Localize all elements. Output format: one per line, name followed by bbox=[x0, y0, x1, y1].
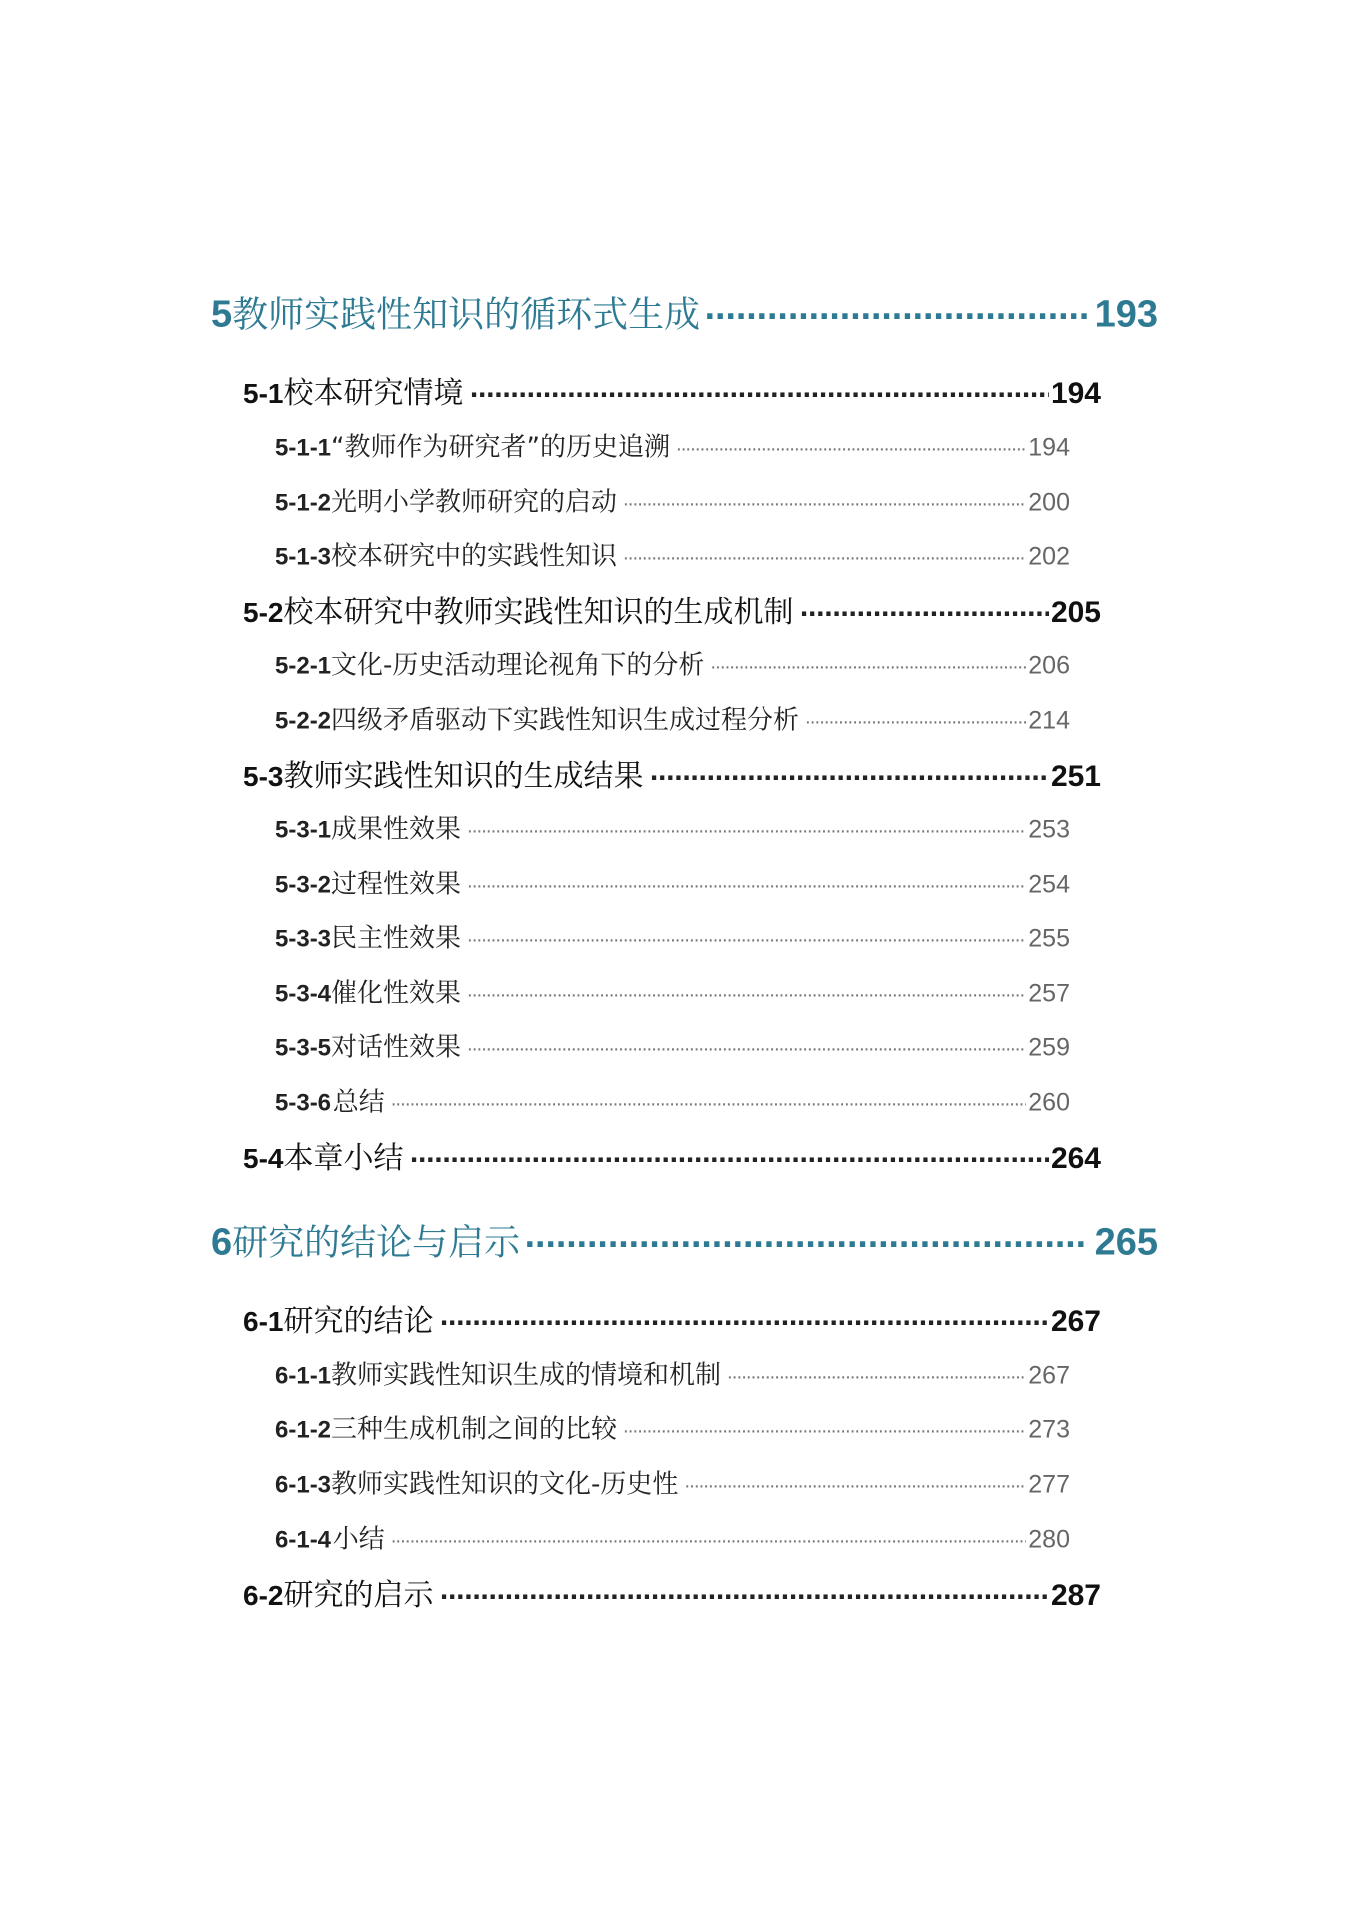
page-number: 267 bbox=[1028, 1361, 1070, 1390]
page-number: 194 bbox=[1050, 377, 1101, 410]
dot-leader bbox=[524, 1228, 1086, 1263]
page-number: 251 bbox=[1050, 760, 1101, 793]
subsection-number: 5-2-1 bbox=[275, 652, 332, 680]
subsection-number: 5-1-1 bbox=[275, 434, 332, 462]
dot-leader bbox=[467, 1040, 1026, 1061]
subsection-number: 5-3-3 bbox=[275, 925, 332, 953]
page-number: 287 bbox=[1050, 1579, 1101, 1612]
subsection-number: 6-1-3 bbox=[275, 1471, 332, 1499]
subsection-title: 校本研究中的实践性知识 bbox=[331, 541, 618, 572]
subsection-title: 小结 bbox=[332, 1524, 385, 1555]
subsection-title: 教师实践性知识生成的情境和机制 bbox=[331, 1360, 722, 1391]
toc-subsection-entry[interactable] bbox=[275, 1082, 1070, 1119]
subsection-number: 5-3-2 bbox=[275, 871, 332, 899]
page-number: 280 bbox=[1028, 1525, 1070, 1554]
dot-leader bbox=[799, 600, 1048, 628]
page-number: 253 bbox=[1028, 815, 1070, 844]
page-number: 267 bbox=[1050, 1305, 1101, 1338]
page-number: 273 bbox=[1028, 1415, 1070, 1444]
toc-subsection-entry[interactable] bbox=[275, 809, 1070, 846]
page-number: 194 bbox=[1028, 433, 1070, 462]
toc-section-entry[interactable] bbox=[243, 368, 1101, 412]
dot-leader bbox=[805, 713, 1026, 734]
page-number: 257 bbox=[1028, 979, 1070, 1008]
page-number: 255 bbox=[1028, 924, 1070, 953]
subsection-number: 5-1-3 bbox=[275, 543, 332, 571]
page-number: 259 bbox=[1028, 1033, 1070, 1062]
page-number: 200 bbox=[1028, 488, 1070, 517]
dot-leader bbox=[469, 381, 1048, 409]
dot-leader bbox=[704, 300, 1086, 335]
page-number: 265 bbox=[1094, 1221, 1158, 1264]
section-number: 5-1 bbox=[243, 378, 284, 409]
toc-subsection-entry[interactable] bbox=[275, 645, 1070, 682]
toc-subsection-entry[interactable] bbox=[275, 427, 1070, 464]
chapter-number: 5 bbox=[211, 293, 233, 336]
dot-leader bbox=[623, 1422, 1026, 1443]
dot-leader bbox=[439, 1309, 1048, 1337]
dot-leader bbox=[684, 1477, 1026, 1498]
page-number: 260 bbox=[1028, 1088, 1070, 1117]
subsection-title: 成果性效果 bbox=[331, 814, 462, 845]
dot-leader bbox=[467, 877, 1026, 898]
dot-leader bbox=[710, 658, 1026, 679]
subsection-number: 5-1-2 bbox=[275, 489, 332, 517]
page-number: 206 bbox=[1028, 651, 1070, 680]
toc-section-entry[interactable] bbox=[243, 1296, 1101, 1340]
dot-leader bbox=[467, 931, 1026, 952]
dot-leader bbox=[391, 1095, 1027, 1116]
page-number: 193 bbox=[1094, 293, 1158, 336]
toc-section-entry[interactable] bbox=[243, 587, 1101, 631]
toc-subsection-entry[interactable] bbox=[275, 1355, 1070, 1392]
dot-leader bbox=[409, 1146, 1048, 1174]
toc-subsection-entry[interactable] bbox=[275, 1519, 1070, 1556]
subsection-title: 教师实践性知识的文化-历史性 bbox=[331, 1469, 679, 1500]
page-number: 264 bbox=[1050, 1142, 1101, 1175]
section-number: 5-4 bbox=[243, 1143, 284, 1174]
section-title: 研究的启示 bbox=[283, 1578, 434, 1613]
subsection-number: 5-3-1 bbox=[275, 816, 332, 844]
chapter-number: 6 bbox=[211, 1221, 233, 1264]
subsection-title: 四级矛盾驱动下实践性知识生成过程分析 bbox=[331, 705, 800, 736]
subsection-number: 5-3-5 bbox=[275, 1034, 332, 1062]
toc-chapter-entry[interactable] bbox=[211, 1215, 1158, 1266]
subsection-number: 5-2-2 bbox=[275, 707, 332, 735]
section-title: 校本研究中教师实践性知识的生成机制 bbox=[283, 595, 794, 630]
page-number: 214 bbox=[1028, 706, 1070, 735]
toc-subsection-entry[interactable] bbox=[275, 536, 1070, 573]
toc-subsection-entry[interactable] bbox=[275, 482, 1070, 519]
toc-section-entry[interactable] bbox=[243, 1570, 1101, 1614]
toc-subsection-entry[interactable] bbox=[275, 864, 1070, 901]
subsection-number: 5-3-6 bbox=[275, 1089, 332, 1117]
subsection-title: 文化-历史活动理论视角下的分析 bbox=[331, 650, 705, 681]
section-title: 本章小结 bbox=[283, 1141, 404, 1176]
subsection-title: “教师作为研究者”的历史追溯 bbox=[331, 432, 670, 463]
subsection-number: 6-1-1 bbox=[275, 1362, 332, 1390]
subsection-title: 过程性效果 bbox=[331, 869, 462, 900]
subsection-title: 对话性效果 bbox=[331, 1032, 462, 1063]
section-title: 校本研究情境 bbox=[283, 376, 464, 411]
chapter-title: 教师实践性知识的循环式生成 bbox=[232, 294, 701, 336]
dot-leader bbox=[467, 822, 1026, 843]
section-title: 教师实践性知识的生成结果 bbox=[283, 759, 644, 794]
dot-leader bbox=[649, 764, 1048, 792]
dot-leader bbox=[623, 495, 1026, 516]
toc-subsection-entry[interactable] bbox=[275, 700, 1070, 737]
page-number: 277 bbox=[1028, 1470, 1070, 1499]
subsection-title: 民主性效果 bbox=[331, 923, 462, 954]
dot-leader bbox=[676, 440, 1026, 461]
subsection-title: 总结 bbox=[332, 1087, 385, 1118]
page-number: 205 bbox=[1050, 596, 1101, 629]
dot-leader bbox=[467, 986, 1026, 1007]
toc-subsection-entry[interactable] bbox=[275, 1409, 1070, 1446]
page-number: 254 bbox=[1028, 870, 1070, 899]
subsection-title: 光明小学教师研究的启动 bbox=[331, 487, 618, 518]
subsection-number: 5-3-4 bbox=[275, 980, 332, 1008]
toc-chapter-entry[interactable] bbox=[211, 287, 1158, 338]
section-number: 6-2 bbox=[243, 1580, 284, 1611]
dot-leader bbox=[391, 1532, 1027, 1553]
toc-subsection-entry[interactable] bbox=[275, 1464, 1070, 1501]
subsection-title: 三种生成机制之间的比较 bbox=[331, 1414, 618, 1445]
section-number: 6-1 bbox=[243, 1306, 284, 1337]
section-title: 研究的结论 bbox=[283, 1304, 434, 1339]
toc-section-entry[interactable] bbox=[243, 1133, 1101, 1177]
chapter-title: 研究的结论与启示 bbox=[232, 1222, 521, 1264]
page-number: 202 bbox=[1028, 542, 1070, 571]
dot-leader bbox=[727, 1368, 1026, 1389]
dot-leader bbox=[439, 1583, 1048, 1611]
toc-subsection-entry[interactable] bbox=[275, 1027, 1070, 1064]
toc-subsection-entry[interactable] bbox=[275, 973, 1070, 1010]
toc-subsection-entry[interactable] bbox=[275, 918, 1070, 955]
subsection-number: 6-1-2 bbox=[275, 1416, 332, 1444]
section-number: 5-2 bbox=[243, 597, 284, 628]
toc-section-entry[interactable] bbox=[243, 751, 1101, 795]
subsection-number: 6-1-4 bbox=[275, 1526, 332, 1554]
dot-leader bbox=[623, 549, 1026, 570]
subsection-title: 催化性效果 bbox=[331, 978, 462, 1009]
section-number: 5-3 bbox=[243, 761, 284, 792]
